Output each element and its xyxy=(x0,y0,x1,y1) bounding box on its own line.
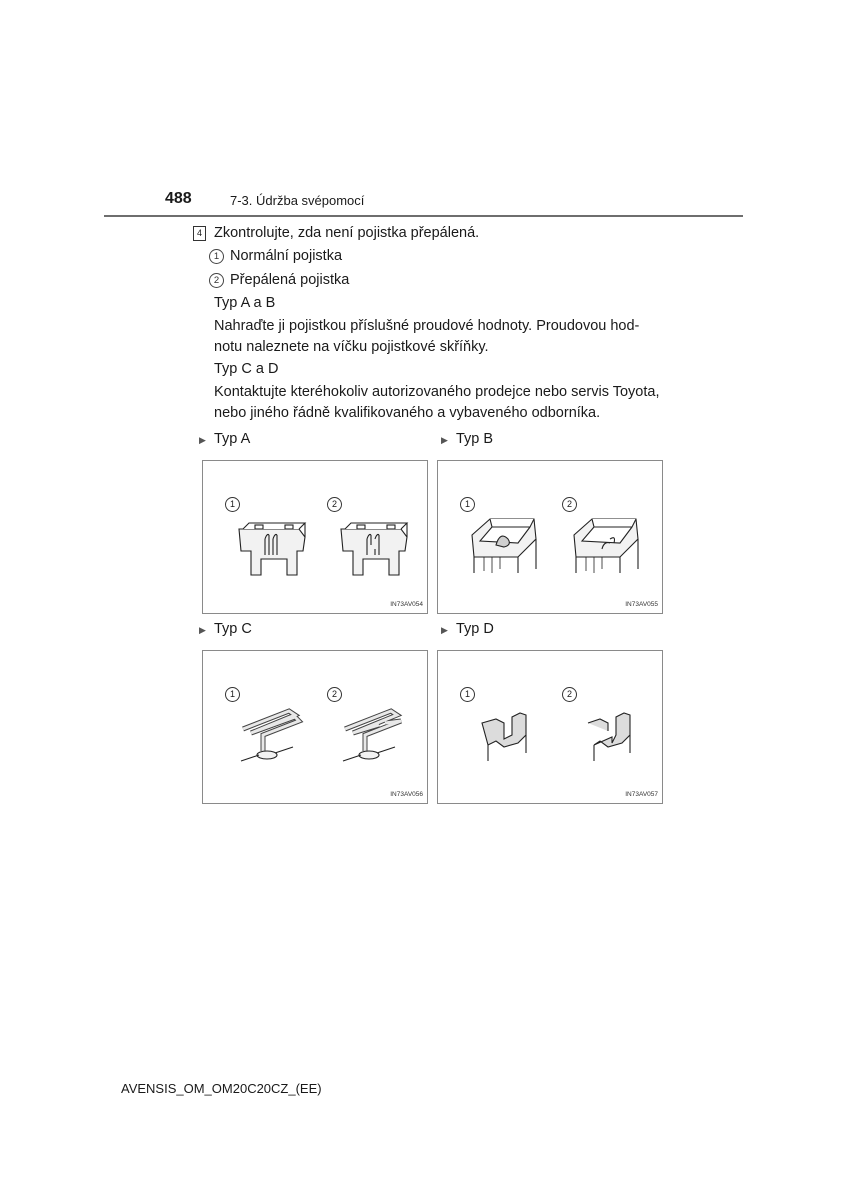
typ-cd-text-line-1: Kontaktujte kteréhokoliv autorizovaného prodejce nebo servis Toyota, xyxy=(214,384,660,400)
strip-fuse-illustration xyxy=(438,651,662,803)
figure-marker-2: 2 xyxy=(562,687,577,702)
triangle-bullet-icon: ▶ xyxy=(441,625,448,635)
figure-label-typ-c: Typ C xyxy=(214,621,252,637)
typ-ab-text-line-1: Nahraďte ji pojistkou příslušné proudové hodnoty. Proudovou hod- xyxy=(214,318,640,334)
figure-code: IN73AV054 xyxy=(390,601,423,608)
figure-label-typ-b: Typ B xyxy=(456,431,494,447)
figure-typ-a xyxy=(202,460,428,614)
figure-marker-1: 1 xyxy=(460,687,475,702)
typ-ab-heading: Typ A a B xyxy=(214,295,276,311)
figure-marker-1: 1 xyxy=(225,687,240,702)
figure-code: IN73AV056 xyxy=(390,791,423,798)
wire-fuse-illustration xyxy=(203,651,427,803)
figure-label-typ-d: Typ D xyxy=(456,621,494,637)
item-label-normal-fuse: Normální pojistka xyxy=(230,248,343,264)
section-title: 7-3. Údržba svépomocí xyxy=(230,193,365,208)
item-marker-2: 2 xyxy=(209,273,224,288)
figure-marker-1: 1 xyxy=(225,497,240,512)
typ-cd-text-line-2: nebo jiného řádně kvalifikovaného a vybaveného odborníka. xyxy=(214,405,601,421)
step-text: Zkontrolujte, zda není pojistka přepálená. xyxy=(214,225,480,241)
step-number-box: 4 xyxy=(193,226,206,241)
page-number: 488 xyxy=(165,190,192,207)
item-label-blown-fuse: Přepálená pojistka xyxy=(230,272,350,288)
document-code-footer: AVENSIS_OM_OM20C20CZ_(EE) xyxy=(121,1081,322,1096)
blade-fuse-illustration xyxy=(203,461,427,613)
triangle-bullet-icon: ▶ xyxy=(199,435,206,445)
typ-ab-text-line-2: notu naleznete na víčku pojistkové skříňky. xyxy=(214,339,489,355)
figure-typ-b xyxy=(437,460,663,614)
figure-code: IN73AV055 xyxy=(625,601,658,608)
figure-code: IN73AV057 xyxy=(625,791,658,798)
figure-marker-1: 1 xyxy=(460,497,475,512)
item-marker-1: 1 xyxy=(209,249,224,264)
figure-marker-2: 2 xyxy=(327,497,342,512)
cartridge-fuse-illustration xyxy=(438,461,662,613)
figure-typ-d xyxy=(437,650,663,804)
figure-marker-2: 2 xyxy=(562,497,577,512)
figure-marker-2: 2 xyxy=(327,687,342,702)
header-rule xyxy=(104,215,743,217)
figure-label-typ-a: Typ A xyxy=(214,431,251,447)
triangle-bullet-icon: ▶ xyxy=(441,435,448,445)
typ-cd-heading: Typ C a D xyxy=(214,361,279,377)
triangle-bullet-icon: ▶ xyxy=(199,625,206,635)
figure-typ-c xyxy=(202,650,428,804)
